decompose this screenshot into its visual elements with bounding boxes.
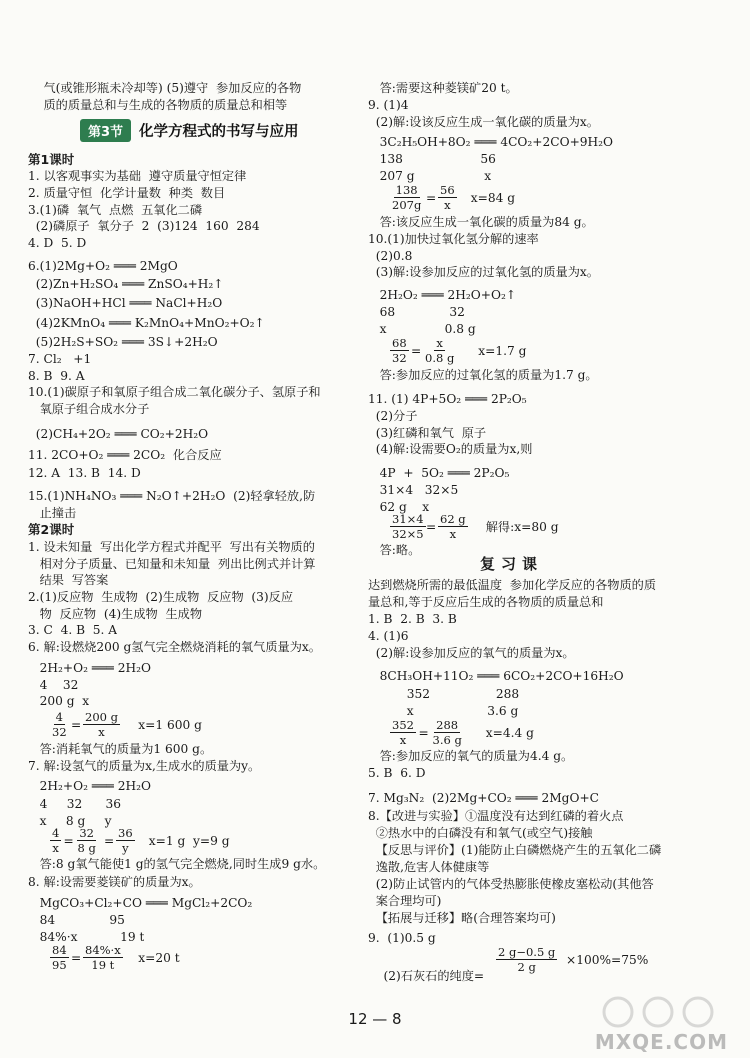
purity-prefix: (2)石灰石的纯度= (375, 969, 485, 983)
right-text-line: (3)红磷和氧气 原子 (368, 426, 487, 440)
left-text-line: 7. Cl₂ +1 (28, 352, 92, 366)
right-text-line: 答:该反应生成一氧化碳的质量为84 g。 (368, 215, 594, 229)
left-text-line: 4 32 (28, 678, 79, 692)
left-text-line: 第1课时 (28, 152, 75, 167)
left-text-line: 15.(1)NH₄NO₃ ═══ N₂O↑+2H₂O (2)轻拿轻放,防 (28, 489, 316, 503)
left-text-line: x 8 g y (28, 814, 112, 828)
left-text-line: 7. 解:设氢气的质量为x,生成水的质量为y。 (28, 759, 261, 773)
right-text-line: 5. B 6. D (368, 766, 426, 780)
right-fraction (390, 512, 426, 541)
right-text-line: 8.【改进与实验】①温度没有达到红磷的着火点 (368, 809, 624, 823)
left-text-line: 6. 解:设燃烧200 g氢气完全燃烧消耗的氧气质量为x。 (28, 640, 321, 654)
fraction-denominator: x (98, 725, 105, 739)
right-text-line: 【拓展与迁移】略(合理答案均可) (368, 911, 556, 925)
left-text-line: 1. 以客观事实为基础 遵守质量守恒定律 (28, 169, 247, 183)
right-fraction (390, 718, 416, 747)
left-text-line: 6.(1)2Mg+O₂ ═══ 2MgO (28, 259, 178, 273)
watermark-text: MXQE.COM (594, 1030, 728, 1054)
right-text-line: 9. (1)4 (368, 98, 409, 112)
right-text-line: 【反思与评价】(1)能防止白磷燃烧产生的五氧化二磷 (368, 843, 662, 857)
left-text-line: 8. 解:设需要菱镁矿的质量为x。 (28, 875, 201, 889)
left-text-line: 12. A 13. B 14. D (28, 466, 141, 480)
fraction-numerator: 36 (118, 826, 133, 840)
left-text-line: 止撞击 (28, 506, 77, 520)
purity-fraction (496, 945, 557, 974)
left-text-line: 答:消耗氧气的质量为1 600 g。 (28, 742, 213, 756)
right-text-line: (2)解:设该反应生成一氧化碳的质量为x。 (368, 115, 599, 129)
right-text-line: 2H₂O₂ ═══ 2H₂O+O₂↑ (368, 288, 517, 302)
fraction-denominator: 95 (52, 958, 67, 972)
right-text-line: 4P + 5O₂ ═══ 2P₂O₅ (368, 466, 510, 480)
fraction-numerator: 4 (52, 826, 60, 840)
left-fraction (83, 710, 120, 739)
fraction-numerator: 62 g (440, 512, 466, 526)
left-text-line: (3)NaOH+HCl ═══ NaCl+H₂O (28, 296, 223, 310)
right-fraction-result: x=4.4 g (478, 726, 534, 740)
left-fraction (83, 943, 123, 972)
fraction-denominator: 8 g (77, 841, 96, 855)
left-text-line: 8. B 9. A (28, 369, 85, 383)
left-text-line: 1. 设未知量 写出化学方程式并配平 写出有关物质的 (28, 540, 315, 554)
right-text-line: 答:需要这种菱镁矿20 t。 (368, 81, 518, 95)
fraction-numerator: 68 (392, 336, 407, 350)
right-fraction (390, 183, 423, 212)
left-text-line: 4 32 36 (28, 797, 122, 811)
right-text-line: 68 32 (368, 305, 465, 319)
right-text-line: 352 288 (368, 687, 520, 701)
right-text-line: 答:参加反应的氧气的质量为4.4 g。 (368, 749, 574, 763)
section-header (80, 119, 299, 141)
left-text-line: 物 反应物 (4)生成物 生成物 (28, 607, 203, 621)
left-fraction-result: x=1 600 g (130, 718, 202, 732)
right-equals-sign: = (426, 191, 437, 205)
right-text-line: 138 56 (368, 152, 496, 166)
left-text-line: 2.(1)反应物 生成物 (2)生成物 反应物 (3)反应 (28, 590, 294, 604)
fraction-numerator: 352 (392, 718, 414, 732)
left-text-line: 3.(1)磷 氧气 点燃 五氧化二磷 (28, 203, 203, 217)
left-text-line: (5)2H₂S+SO₂ ═══ 3S↓+2H₂O (28, 335, 218, 349)
left-text-line: 2H₂+O₂ ═══ 2H₂O (28, 661, 151, 675)
fraction-denominator: y (122, 841, 129, 855)
left-equals-sign: = (63, 834, 74, 848)
left-text-line: 3. C 4. B 5. A (28, 623, 118, 637)
right-text-line: 量总和,等于反应后生成的各物质的质量总和 (368, 595, 604, 609)
section-title: 化学方程式的书写与应用 (139, 123, 299, 140)
right-equals-sign: = (411, 344, 422, 358)
left-text-line: 200 g x (28, 694, 90, 708)
left-text-line: (2)Zn+H₂SO₄ ═══ ZnSO₄+H₂↑ (28, 277, 224, 291)
right-text-line: 62 g x (368, 500, 430, 514)
page-number: 12 — 8 (348, 1010, 402, 1028)
right-equals-sign: = (418, 726, 429, 740)
purity-numerator: 2 g−0.5 g (498, 945, 556, 959)
purity-result: ×100%=75% (566, 953, 649, 967)
left-text-line: 10.(1)碳原子和氧原子组合成二氧化碳分子、氢原子和 (28, 385, 321, 399)
right-fraction (431, 718, 464, 747)
right-text-line: (2)0.8 (368, 249, 413, 263)
fraction-numerator: 288 (436, 718, 459, 732)
left-fraction-result: x=1 g y=9 g (141, 834, 230, 848)
left-text-line: 气(或锥形瓶未冷却等) (5)遵守 参加反应的各物 (28, 81, 302, 95)
left-text-line: (2)磷原子 氧分子 2 (3)124 160 284 (28, 219, 260, 233)
right-text-line: x 0.8 g (368, 322, 476, 336)
left-fraction (50, 943, 69, 972)
right-text-line: 8CH₃OH+11O₂ ═══ 6CO₂+2CO+16H₂O (368, 669, 624, 683)
fraction-numerator: 84%·x (85, 943, 121, 957)
fraction-numerator: 138 (395, 183, 418, 197)
right-text-line: 11. (1) 4P+5O₂ ═══ 2P₂O₅ (368, 392, 527, 406)
right-text-line: (3)解:设参加反应的过氧化氢的质量为x。 (368, 265, 599, 279)
left-equals-sign: = (71, 718, 82, 732)
right-text-line: 1. B 2. B 3. B (368, 612, 457, 626)
left-text-line: 4. D 5. D (28, 236, 87, 250)
left-text-line: 2H₂+O₂ ═══ 2H₂O (28, 779, 151, 793)
right-text-line: 达到燃烧所需的最低温度 参加化学反应的各物质的质 (368, 578, 657, 592)
fraction-denominator: 32 (52, 725, 67, 739)
left-equals-sign: = (104, 834, 115, 848)
right-text-line: 31×4 32×5 (368, 483, 459, 497)
right-text-line: 3C₂H₅OH+8O₂ ═══ 4CO₂+2CO+9H₂O (368, 135, 614, 149)
fraction-denominator: 19 t (91, 958, 115, 972)
right-text-line: 逸散,危害人体健康等 (368, 860, 490, 874)
right-text-line: 答:参加反应的过氧化氢的质量为1.7 g。 (368, 368, 598, 382)
right-text-line: (2)防止试管内的气体受热膨胀使橡皮塞松动(其他答 (368, 877, 654, 891)
right-text-line: 7. Mg₃N₂ (2)2Mg+CO₂ ═══ 2MgO+C (368, 791, 600, 805)
fraction-numerator: x (436, 336, 443, 350)
left-text-line: 质的质量总和与生成的各物质的质量总和相等 (28, 98, 288, 112)
right-text-line: 答:略。 (368, 543, 421, 557)
left-text-line: (4)2KMnO₄ ═══ K₂MnO₄+MnO₂+O₂↑ (28, 316, 265, 330)
right-text-line: 4. (1)6 (368, 629, 409, 643)
left-text-line: 11. 2CO+O₂ ═══ 2CO₂ 化合反应 (28, 448, 222, 462)
purity-denominator: 2 g (517, 960, 536, 974)
right-text-line: ②热水中的白磷没有和氧气(或空气)接触 (368, 826, 593, 840)
right-fraction-result: x=84 g (463, 191, 516, 205)
right-text-line: 案合理均可) (368, 894, 442, 908)
right-text-line: 10.(1)加快过氧化氢分解的速率 (368, 232, 539, 246)
left-text-line: 2. 质量守恒 化学计量数 种类 数目 (28, 186, 226, 200)
right-text-line: (2)解:设参加反应的氧气的质量为x。 (368, 646, 575, 660)
right-fraction-result: x=1.7 g (470, 344, 527, 358)
right-text-line: 207 g x (368, 169, 492, 183)
left-text-line: 氧原子组合成水分子 (28, 402, 150, 416)
right-fraction-result: 解得:x=80 g (478, 520, 559, 534)
fraction-numerator: 84 (52, 943, 67, 957)
left-fraction-result: x=20 t (130, 951, 180, 965)
left-fraction (116, 826, 135, 855)
left-text-line: 84 95 (28, 913, 125, 927)
right-fraction (438, 183, 457, 212)
fraction-denominator: 0.8 g (425, 351, 455, 365)
right-fraction (423, 336, 456, 365)
left-text-line: 相对分子质量、已知量和未知量 列出比例式并计算 (28, 557, 316, 571)
fraction-numerator: 56 (440, 183, 455, 197)
fraction-numerator: 4 (55, 710, 63, 724)
left-equals-sign: = (71, 951, 82, 965)
section-badge: 第3节 (80, 119, 131, 142)
fraction-denominator: x (52, 841, 59, 855)
fraction-numerator: 32 (79, 826, 94, 840)
right-fraction (438, 512, 468, 541)
fraction-denominator: x (449, 527, 457, 541)
left-text-line: 结果 写答案 (28, 573, 109, 587)
right-equals-sign: = (426, 520, 437, 534)
fraction-denominator: x (444, 198, 451, 212)
left-text-line: (2)CH₄+2O₂ ═══ CO₂+2H₂O (28, 427, 209, 441)
review-section-title: 复习课 (480, 555, 544, 573)
fraction-denominator: 207g (392, 198, 422, 212)
right-text-line: (2)分子 (368, 409, 418, 423)
left-text-line: 84%·x 19 t (28, 930, 145, 944)
left-text-line: 答:8 g氧气能使1 g的氢气完全燃烧,同时生成9 g水。 (28, 857, 326, 871)
right-text-line: x 3.6 g (368, 704, 519, 718)
left-text-line: MgCO₃+Cl₂+CO ═══ MgCl₂+2CO₂ (28, 896, 253, 910)
fraction-denominator: 3.6 g (432, 733, 462, 747)
left-fraction (50, 710, 69, 739)
fraction-denominator: 32 (392, 351, 407, 365)
fraction-denominator: x (399, 733, 407, 747)
right-text-line: (4)解:设需要O₂的质量为x,则 (368, 442, 533, 456)
fraction-numerator: 31×4 (392, 512, 424, 526)
purity-line (368, 952, 484, 984)
fraction-denominator: 32×5 (392, 527, 424, 541)
left-text-line: 第2课时 (28, 522, 75, 537)
left-fraction (50, 826, 61, 855)
left-fraction (76, 826, 98, 855)
right-text-line: 9. (1)0.5 g (368, 931, 436, 945)
fraction-numerator: 200 g (85, 710, 118, 724)
right-fraction (390, 336, 409, 365)
